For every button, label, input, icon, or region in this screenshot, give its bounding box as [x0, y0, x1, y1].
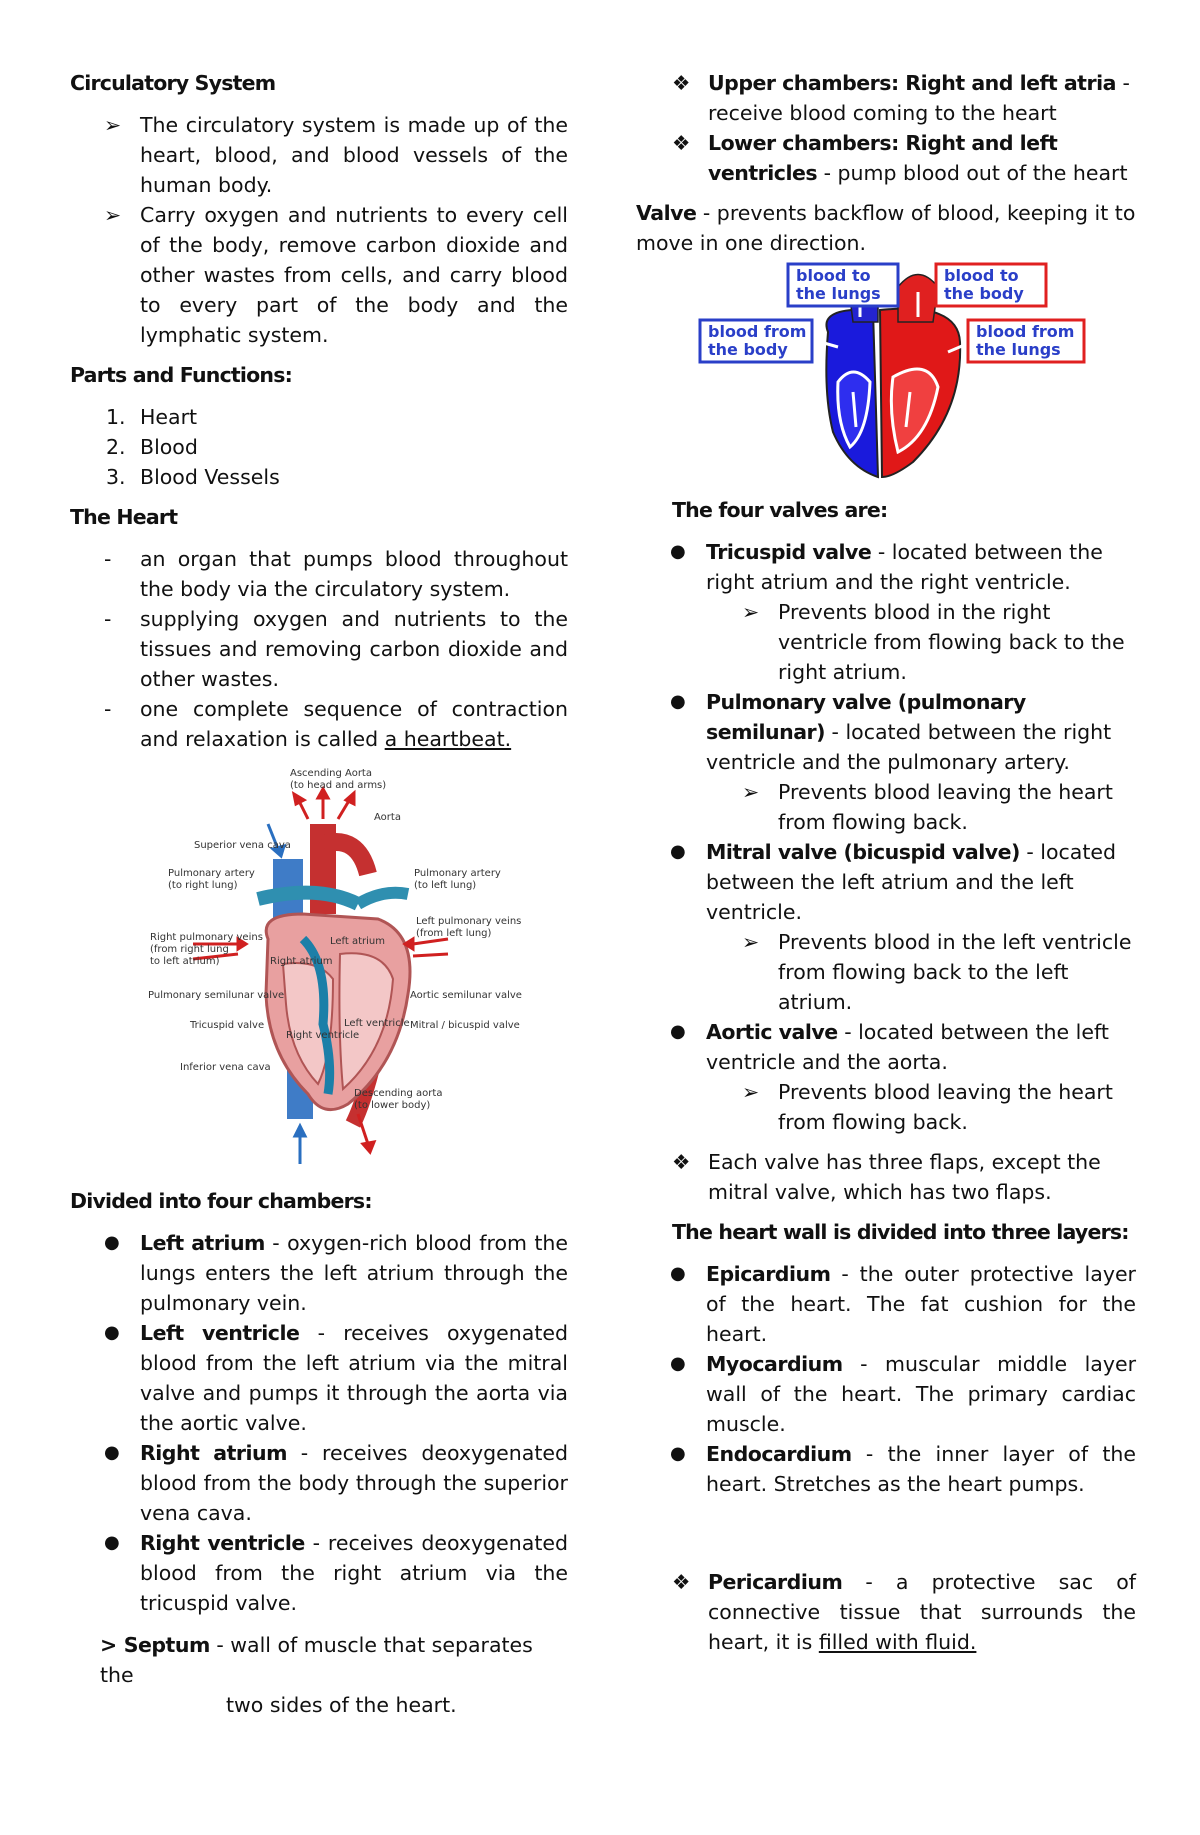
label-left-ventricle: Left ventricle — [344, 1018, 410, 1029]
svg-text:(to head and arms): (to head and arms) — [290, 780, 387, 791]
label-descending-aorta: Descending aorta — [354, 1088, 443, 1099]
svg-text:(to lower body): (to lower body) — [354, 1100, 431, 1111]
label-tricuspid-valve: Tricuspid valve — [190, 1020, 265, 1031]
chamber-types-list — [672, 68, 1136, 188]
label-aortic-semilunar-valve: Aortic semilunar valve — [410, 990, 522, 1001]
arrow-bullet-icon: ➢ — [742, 1080, 760, 1104]
heart-anatomy-figure — [118, 764, 538, 1174]
svg-text:blood from: blood from — [708, 322, 807, 341]
list-item: ● Pulmonary valve (pulmonary semilunar) - located between the right ventricle and the pulmonary artery. ➢ Prevents blood leaving the heart from flowing back. — [636, 687, 1136, 837]
pericardium-note — [672, 1567, 1136, 1657]
list-item: - supplying oxygen and nutrients to the tissues and removing carbon dioxide and other wastes. — [104, 607, 568, 691]
list-item: ❖ Lower chambers: Right and left ventricles - pump blood out of the heart — [672, 128, 1136, 188]
septum-note: > Septum - wall of muscle that separates the — [100, 1633, 533, 1687]
list-item: ➢ Prevents blood in the left ventricle from flowing back to the left atrium. — [706, 927, 1136, 1017]
list-item: ● Tricuspid valve - located between the right atrium and the right ventricle. ➢ Prevents blood in the right ventricle from flowing back to the right atrium. — [636, 537, 1136, 687]
list-item: ➢ Prevents blood leaving the heart from flowing back. — [706, 1077, 1136, 1137]
heart-heading: The Heart — [70, 505, 178, 529]
svg-text:the body: the body — [708, 340, 788, 359]
list-item: ● Endocardium - the inner layer of the heart. Stretches as the heart pumps. — [670, 1442, 1136, 1496]
svg-text:(from right lung: (from right lung — [150, 944, 229, 955]
arrow-bullet-icon: > — [100, 1633, 118, 1657]
list-item: ● Mitral valve (bicuspid valve) - located between the left atrium and the left ventricle. ➢ Prevents blood in the left ventricle from flowing back to the left atrium. — [636, 837, 1136, 1017]
arrow-bullet-icon: ➢ — [742, 780, 760, 804]
svg-text:blood to: blood to — [944, 266, 1019, 285]
label-mitral-bicuspid-valve: Mitral / bicuspid valve — [410, 1020, 520, 1031]
list-item: ● Left ventricle - receives oxygenated blood from the left atrium via the mitral valve and pumps it through the aorta via the aortic valve. — [104, 1321, 568, 1435]
intro-list — [70, 110, 568, 350]
label-pulmonary-artery-left: Pulmonary artery — [414, 868, 501, 879]
svg-text:the lungs: the lungs — [976, 340, 1061, 359]
list-item: ❖ Upper chambers: Right and left atria - receive blood coming to the heart — [672, 68, 1136, 128]
list-item: ➢ The circulatory system is made up of the heart, blood, and blood vessels of the human body. — [70, 110, 568, 200]
diamond-bullet-icon: ❖ — [672, 131, 691, 155]
list-item: ● Myocardium - muscular middle layer wall of the heart. The primary cardiac muscle. — [670, 1352, 1136, 1436]
valve-definition: Valve - prevents backflow of blood, keeping it to move in one direction. — [636, 201, 1136, 255]
label-from-lungs — [968, 320, 1084, 362]
diamond-bullet-icon: ❖ — [672, 1150, 691, 1174]
list-item: ● Aortic valve - located between the left ventricle and the aorta. ➢ Prevents blood leaving the heart from flowing back. — [636, 1017, 1136, 1137]
valves-heading: The four valves are: — [672, 498, 888, 522]
label-inferior-vena-cava: Inferior vena cava — [180, 1062, 271, 1073]
label-right-ventricle: Right ventricle — [286, 1030, 360, 1041]
valve-flow-diagram — [698, 262, 1088, 487]
list-item: ➢ Prevents blood in the right ventricle from flowing back to the right atrium. — [706, 597, 1136, 687]
arrow-bullet-icon: ➢ — [104, 203, 122, 227]
diamond-bullet-icon: ❖ — [672, 1570, 691, 1594]
label-pulmonary-semilunar-valve: Pulmonary semilunar valve — [148, 990, 285, 1001]
list-item: - an organ that pumps blood throughout the body via the circulatory system. — [104, 547, 568, 601]
heartbeat-term: a heartbeat. — [384, 727, 512, 751]
list-item: ● Right ventricle - receives deoxygenated blood from the right atrium via the tricuspid valve. — [104, 1531, 568, 1615]
flaps-note — [672, 1147, 1136, 1207]
svg-text:(from left lung): (from left lung) — [416, 928, 492, 939]
label-to-lungs — [788, 264, 898, 306]
label-superior-vena-cava: Superior vena cava — [194, 840, 291, 851]
right-column — [636, 68, 1136, 1667]
parts-heading: Parts and Functions: — [70, 363, 293, 387]
svg-text:(to left lung): (to left lung) — [414, 880, 477, 891]
list-item: - one complete sequence of contraction and relaxation is called a heartbeat. — [104, 697, 568, 751]
list-item: 2. Blood — [106, 435, 198, 459]
label-pulmonary-artery-right: Pulmonary artery — [168, 868, 255, 879]
svg-text:blood to: blood to — [796, 266, 871, 285]
heart-points-list — [70, 544, 568, 754]
list-item: ❖ Each valve has three flaps, except the mitral valve, which has two flaps. — [672, 1147, 1136, 1207]
svg-text:(to right lung): (to right lung) — [168, 880, 238, 891]
chambers-list — [70, 1228, 568, 1618]
valves-list — [636, 537, 1136, 1137]
arrow-bullet-icon: ➢ — [104, 113, 122, 137]
label-from-body — [700, 320, 812, 362]
chambers-heading: Divided into four chambers: — [70, 1189, 372, 1213]
diamond-bullet-icon: ❖ — [672, 71, 691, 95]
label-ascending-aorta: Ascending Aorta — [290, 768, 372, 779]
layers-heading: The heart wall is divided into three layers: — [672, 1220, 1129, 1244]
parts-list — [70, 402, 568, 492]
svg-text:the lungs: the lungs — [796, 284, 881, 303]
list-item: ➢ Prevents blood leaving the heart from flowing back. — [706, 777, 1136, 837]
arrow-bullet-icon: ➢ — [742, 930, 760, 954]
svg-text:to left atrium): to left atrium) — [150, 956, 220, 967]
label-right-pulmonary-veins: Right pulmonary veins — [150, 932, 263, 943]
list-item: ➢ Carry oxygen and nutrients to every cell of the body, remove carbon dioxide and other wastes from cells, and carry blood to every part of the body and the lymphatic system. — [70, 200, 568, 350]
arrow-bullet-icon: ➢ — [742, 600, 760, 624]
svg-text:blood from: blood from — [976, 322, 1075, 341]
list-item: ❖ Pericardium - a protective sac of connective tissue that surrounds the heart, it is filled with fluid. — [672, 1567, 1136, 1657]
list-item: ● Epicardium - the outer protective layer of the heart. The fat cushion for the heart. — [670, 1262, 1136, 1346]
label-left-atrium: Left atrium — [330, 936, 386, 947]
left-column: Circulatory System ➢ The circulatory system is made up of the heart, blood, and blood vessels of the human body. ➢ Carry oxygen and nutrients to every cell of the body, remove carbon dioxide and other wastes from cells, and carry blood to every part of the body and the lymphatic system. Parts and Functions: 1. Heart 2. Blood 3. Blood Vessels The Heart - an organ that pumps blood throughout the body via the circulatory system. - supplying oxygen and nutrients to the tissues and removing carbon dioxide and other wastes. - one complete sequence of contraction and relaxation is called a heartbeat. Ascending Aorta (to head and arms) Aorta Superior vena cava Pulmonary artery (to right lung) Pulmonary artery (to left lung) Right pulmonary veins (from right lung to left atrium) Left pulmonary veins (from left lung) Left atrium Right atrium Pulmonary semilunar valve Aortic semilunar valve Tricuspid valve Mitral / bicuspid valve Right ventricle Left ventricle Inferior vena cava Descending aorta (to lower body) Divided into four chambers: ● Left atrium - oxygen-rich blood from the lungs enters the left atrium through the pulmonary vein. ● Left ventricle - receives oxygenated blood from the left atrium via the mitral valve and pumps it through the aorta via the aortic valve. ● Right atrium - receives deoxygenated blood from the body through the superior vena cava. ● Right ventricle - receives deoxygenated blood from the right atrium via the tricuspid valve. > Septum - wall of muscle that separates the two sides of the heart. — [70, 68, 568, 1720]
page-title: Circulatory System — [70, 71, 276, 95]
list-item: ● Left atrium - oxygen-rich blood from the lungs enters the left atrium through the pulmonary vein. — [104, 1231, 568, 1315]
label-aorta: Aorta — [374, 812, 401, 823]
list-item: 1. Heart — [106, 405, 198, 429]
list-item: ● Right atrium - receives deoxygenated blood from the body through the superior vena cava. — [104, 1441, 568, 1525]
layers-list — [636, 1259, 1136, 1499]
list-item: 3. Blood Vessels — [106, 465, 280, 489]
svg-text:the body: the body — [944, 284, 1024, 303]
label-left-pulmonary-veins: Left pulmonary veins — [416, 916, 522, 927]
label-right-atrium: Right atrium — [270, 956, 333, 967]
label-to-body — [936, 264, 1046, 306]
